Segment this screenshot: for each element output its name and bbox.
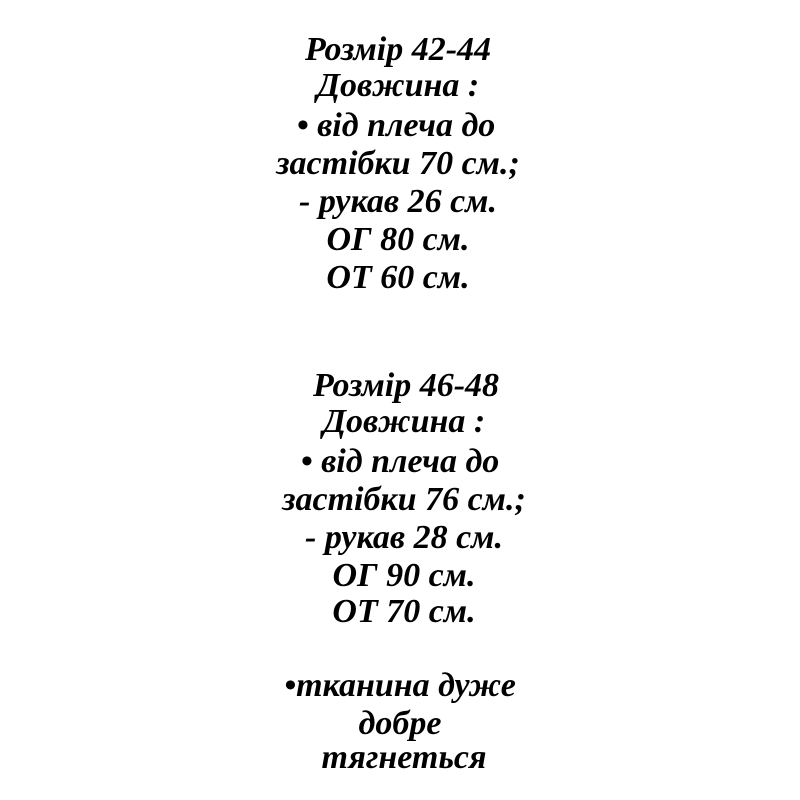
waist-measurement: ОТ 60 см. — [326, 259, 470, 296]
shoulder-length-line1: • від плеча до — [296, 107, 496, 144]
shoulder-length-line2: застібки 76 см.; — [282, 481, 526, 518]
fabric-note-line1: •тканина дуже — [284, 667, 516, 704]
fabric-note-line3: тягнеться — [321, 739, 487, 776]
sleeve-length: - рукав 28 см. — [305, 519, 503, 556]
size-heading: Розмір 46-48 — [312, 367, 500, 404]
sleeve-length: - рукав 26 см. — [299, 183, 497, 220]
length-label: Довжина : — [316, 67, 480, 104]
size-heading: Розмір 42-44 — [304, 31, 492, 68]
length-label: Довжина : — [322, 403, 486, 440]
chest-measurement: ОГ 90 см. — [332, 557, 476, 594]
waist-measurement: ОТ 70 см. — [332, 593, 476, 630]
shoulder-length-line1: • від плеча до — [300, 443, 500, 480]
chest-measurement: ОГ 80 см. — [326, 221, 470, 258]
shoulder-length-line2: застібки 70 см.; — [276, 145, 520, 182]
fabric-note-line2: добре — [358, 705, 442, 742]
